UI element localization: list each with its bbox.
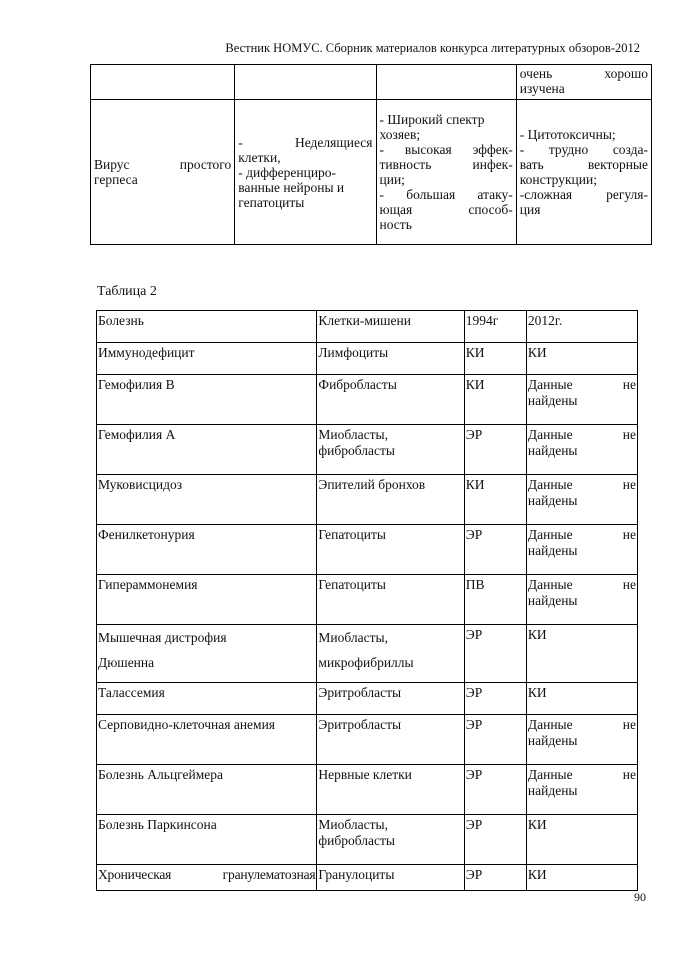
cell-2012: КИ <box>526 683 637 715</box>
cell-disease: Хроническая гранулематозная <box>97 865 317 891</box>
cell-1994: ЭР <box>464 525 526 575</box>
table-header-row <box>97 311 638 343</box>
cell-1994: КИ <box>464 375 526 425</box>
cell-1994: ЭР <box>464 765 526 815</box>
cell-2012: Данные не найдены <box>526 765 637 815</box>
table-row <box>97 715 638 765</box>
column-header: 1994г <box>464 311 526 343</box>
cell-2012: Данные не найдены <box>526 375 637 425</box>
cell-disease: Иммунодефицит <box>97 343 317 375</box>
cell-1994: КИ <box>464 343 526 375</box>
cell-2012: Данные не найдены <box>526 425 637 475</box>
cell-disease: Фенилкетонурия <box>97 525 317 575</box>
cell-1994: ЭР <box>464 715 526 765</box>
cell-disease: Мышечная дистрофия Дюшенна <box>97 625 317 683</box>
cell-cells: Гепатоциты <box>317 575 464 625</box>
cell-2012: Данные не найдены <box>526 715 637 765</box>
cell-cells: Гранулоциты <box>317 865 464 891</box>
cell-1994: ЭР <box>464 683 526 715</box>
cell-target-cells: - Неделящиеся клетки, - дифференциро- ванные нейроны и гепатоциты <box>235 100 376 245</box>
column-header: Клетки-мишени <box>317 311 464 343</box>
table-row <box>97 765 638 815</box>
table-row <box>97 625 638 683</box>
table-row <box>97 575 638 625</box>
cell-1994: КИ <box>464 475 526 525</box>
cell-disease: Муковисцидоз <box>97 475 317 525</box>
cell-1994: ЭР <box>464 625 526 683</box>
running-header: Вестник НОМУС. Сборник материалов конкурса литературных обзоров-2012 <box>225 41 640 55</box>
cell-cells: Лимфоциты <box>317 343 464 375</box>
cell-disease: Гипераммонемия <box>97 575 317 625</box>
cell-cells: Эпителий бронхов <box>317 475 464 525</box>
cell-disease: Гемофилия А <box>97 425 317 475</box>
table-row <box>97 425 638 475</box>
cell-1994: ЭР <box>464 865 526 891</box>
cell-cells: Эритробласты <box>317 683 464 715</box>
cell-1994: ПВ <box>464 575 526 625</box>
cell-1994: ЭР <box>464 425 526 475</box>
table-row <box>97 683 638 715</box>
cell-2012: КИ <box>526 343 637 375</box>
cell-2012: КИ <box>526 865 637 891</box>
table-row <box>97 815 638 865</box>
cell-disease: Болезнь Альцгеймера <box>97 765 317 815</box>
table-row <box>97 865 638 891</box>
page-number: 90 <box>634 890 646 904</box>
table-1-continued <box>90 64 652 245</box>
cell-disease: Талассемия <box>97 683 317 715</box>
cell-cells: Миобласты, микрофибриллы <box>317 625 464 683</box>
cell-2012: Данные не найдены <box>526 475 637 525</box>
cell-disease: Болезнь Паркинсона <box>97 815 317 865</box>
table-row: очень хорошо изучена <box>91 65 652 100</box>
table-row <box>97 343 638 375</box>
cell-cells: Гепатоциты <box>317 525 464 575</box>
table-row <box>97 525 638 575</box>
table-row <box>91 100 652 245</box>
cell-2012: Данные не найдены <box>526 575 637 625</box>
cell-1994: ЭР <box>464 815 526 865</box>
cell-disease: Серповидно-клеточная анемия <box>97 715 317 765</box>
column-header: 2012г. <box>526 311 637 343</box>
table-row <box>97 475 638 525</box>
cell-disadvantages: - Цитотоксичны; - трудно созда- вать векторные конструкции; -сложная регуля- ция <box>516 100 651 245</box>
cell-cells: Эритробласты <box>317 715 464 765</box>
column-header: Болезнь <box>97 311 317 343</box>
cell-vector-name: Вирус простого герпеса <box>91 100 235 245</box>
table-row <box>97 375 638 425</box>
cell-disease: Гемофилия В <box>97 375 317 425</box>
table-2 <box>96 310 638 891</box>
table-caption: Таблица 2 <box>97 284 157 299</box>
cell-cells: Миобласты, фибробласты <box>317 425 464 475</box>
cell-advantages: - Широкий спектр хозяев; - высокая эффек- тивность инфек- ции; - большая атаку- ющая способ- ность <box>376 100 516 245</box>
cell-cells: Нервные клетки <box>317 765 464 815</box>
cell-2012: Данные не найдены <box>526 525 637 575</box>
cell-2012: КИ <box>526 625 637 683</box>
cell-cells: Миобласты, фибробласты <box>317 815 464 865</box>
cell-2012: КИ <box>526 815 637 865</box>
cell-cells: Фибробласты <box>317 375 464 425</box>
